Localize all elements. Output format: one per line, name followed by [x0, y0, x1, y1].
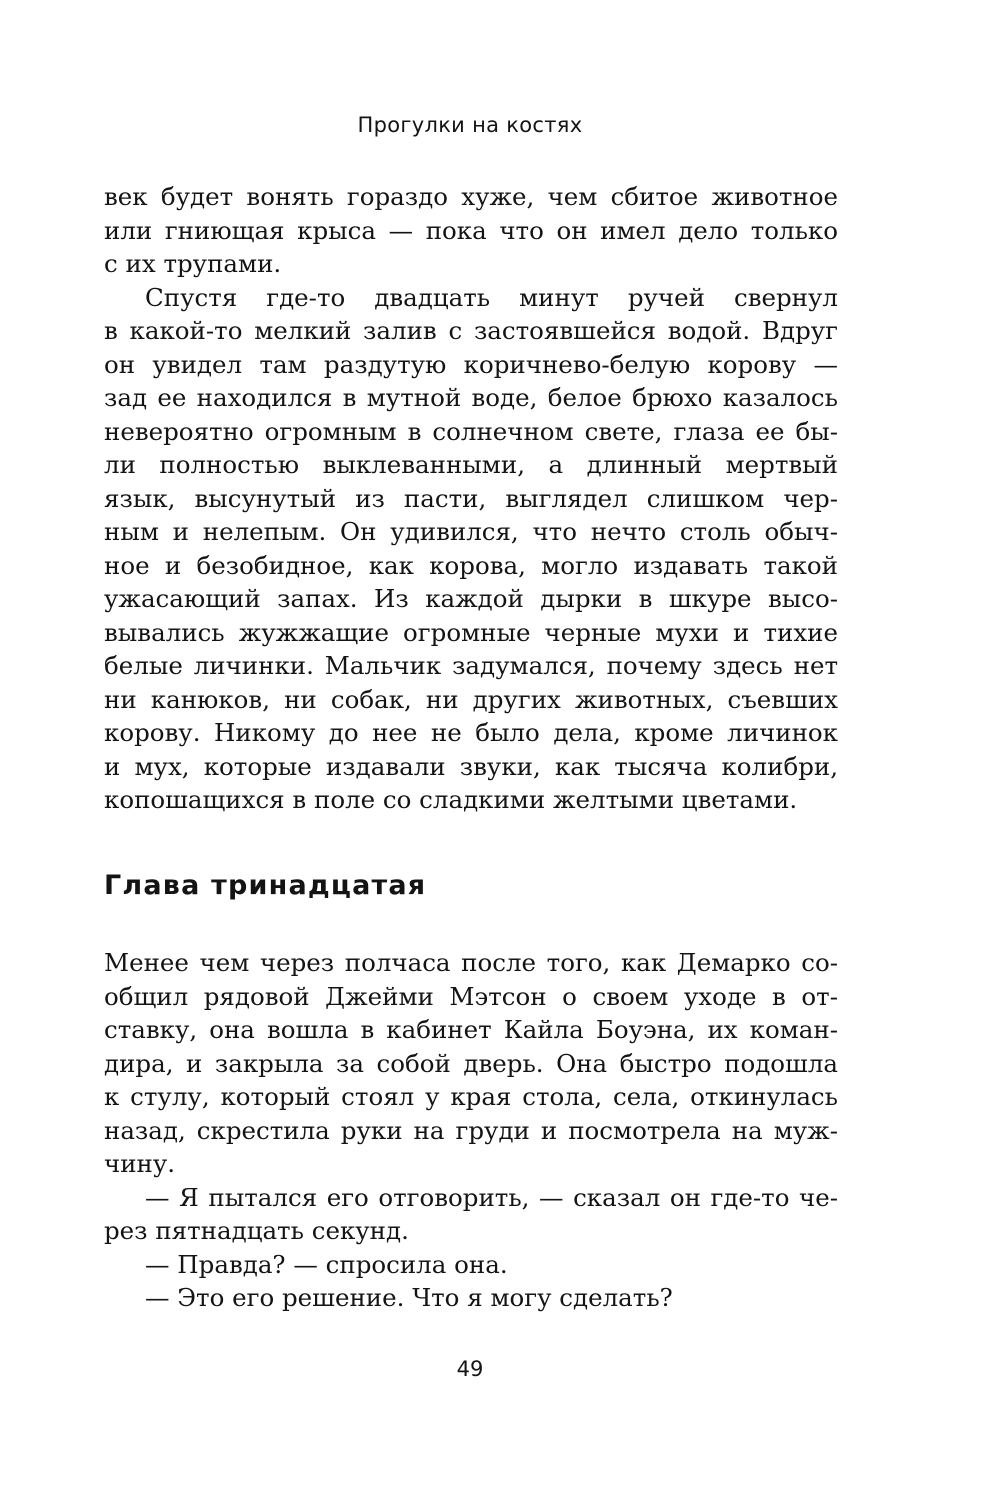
text-line: рез пятнадцать секунд.	[104, 1216, 409, 1245]
text-line: зад ее находился в мутной воде, белое брюхо казалось	[104, 383, 838, 412]
text-line: и мух, которые издавали звуки, как тысяча колибри,	[104, 751, 838, 781]
text-line: Спустя где-то двадцать минут ручей свернул	[145, 282, 838, 312]
text-line: ужасающий запах. Из каждой дырки в шкуре высо-	[104, 584, 838, 613]
dialogue-line: — Я пытался его отговорить, — сказал он где-то че-	[145, 1182, 838, 1212]
text-line: или гниющая крыса — пока что он имел дело только	[104, 215, 838, 245]
text-line: копошащихся в поле со сладкими желтыми цветами.	[104, 785, 798, 814]
body-text-top	[104, 180, 838, 817]
text-line: он увидел там раздутую коричнево-белую корову —	[104, 349, 838, 379]
text-line: вывались жужжащие огромные черные мухи и тихие	[104, 617, 838, 647]
text-line: корову. Никому до нее не было дела, кроме личинок	[104, 718, 838, 747]
text-line: к стулу, который стоял у края стола, села, откинулась	[104, 1082, 838, 1111]
text-line: чину.	[104, 1149, 176, 1178]
page-number: 49	[456, 1357, 484, 1381]
text-line: назад, скрестила руки на груди и посмотрела на муж-	[104, 1115, 838, 1145]
text-line: ставку, она вошла в кабинет Кайла Боуэна, их коман-	[104, 1015, 838, 1044]
text-line: общил рядовой Джейми Мэтсон о своем уходе в от-	[104, 981, 838, 1011]
running-head: Прогулки на костях	[357, 113, 583, 137]
text-line: ное и безобидное, как корова, могло издавать такой	[104, 550, 838, 580]
text-line: дира, и закрыла за собой дверь. Она быстро подошла	[104, 1048, 838, 1078]
text-line: язык, высунутый из пасти, выглядел слишком чер-	[104, 483, 838, 513]
dialogue-line: — Это его решение. Что я могу сделать?	[145, 1283, 673, 1312]
text-line: ным и нелепым. Он удивился, что нечто столь обыч-	[104, 517, 838, 546]
text-line: Менее чем через полчаса после того, как Демарко со-	[104, 948, 838, 977]
text-line: ни канюков, ни собак, ни других животных, съевших	[104, 684, 838, 714]
text-line: невероятно огромным в солнечном свете, глаза ее бы-	[104, 416, 838, 446]
text-line: ли полностью выклеванными, а длинный мертвый	[104, 450, 838, 479]
text-line: с их трупами.	[104, 249, 282, 278]
text-line: век будет вонять гораздо хуже, чем сбитое животное	[104, 182, 838, 211]
dialogue-line: — Правда? — спросила она.	[145, 1249, 508, 1279]
text-line: в какой-то мелкий залив с застоявшейся водой. Вдруг	[104, 316, 838, 345]
body-text-bottom	[104, 946, 838, 1315]
chapter-title: Глава тринадцатая	[104, 870, 427, 901]
text-line: белые личинки. Мальчик задумался, почему здесь нет	[104, 651, 838, 680]
